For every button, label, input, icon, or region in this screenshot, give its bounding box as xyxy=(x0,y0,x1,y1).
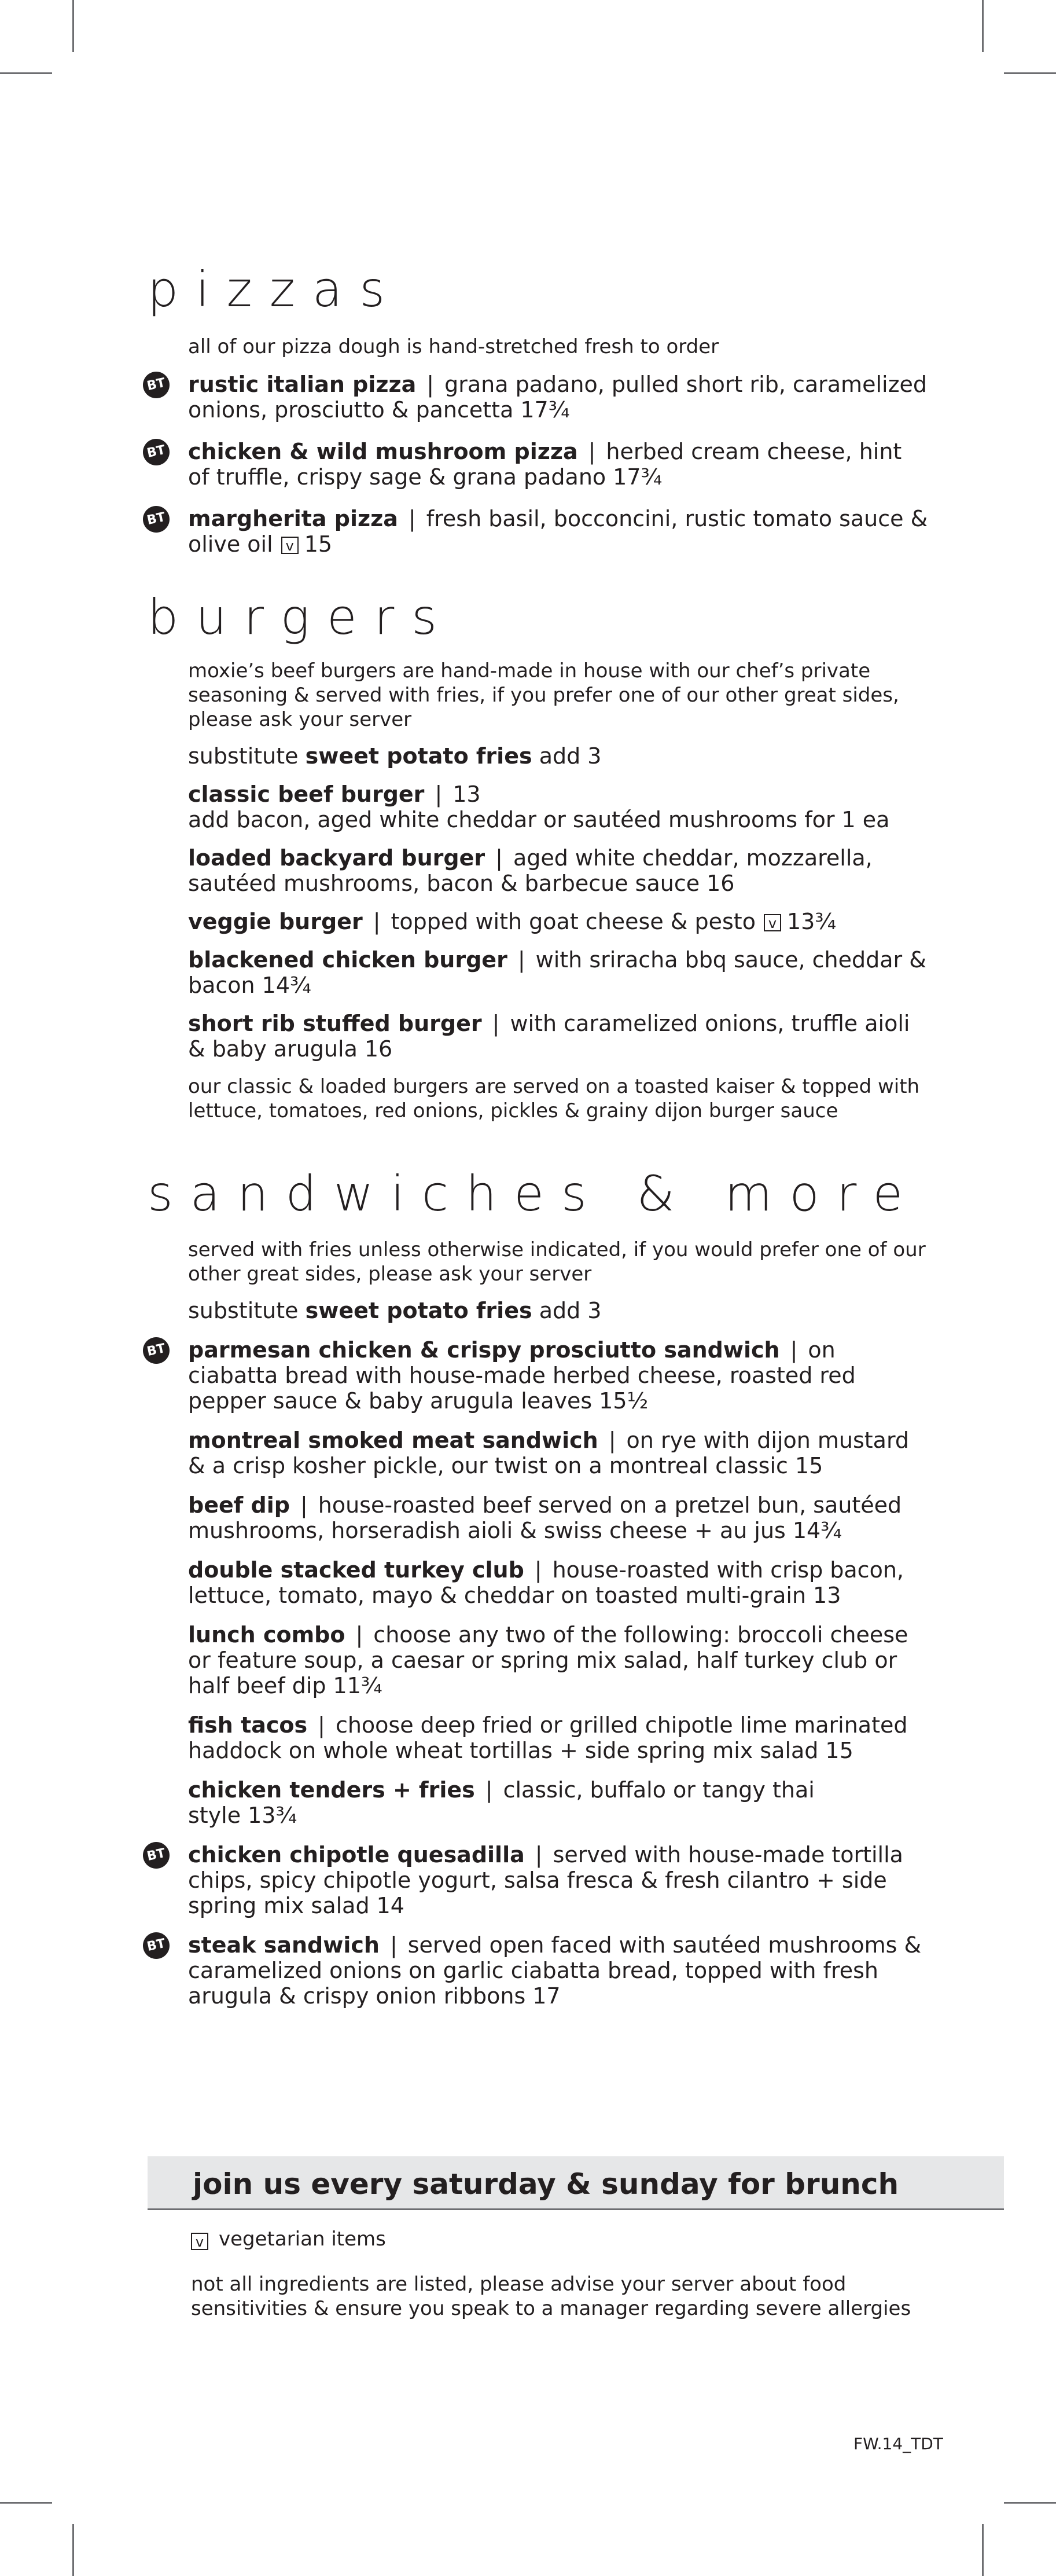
item-price: 15 xyxy=(794,1453,823,1478)
section-heading-sandwiches: sandwiches & more xyxy=(148,1165,921,1222)
bt-badge-icon: BT xyxy=(141,504,172,535)
item-price: 13¾ xyxy=(786,909,837,934)
item-name: margherita pizza xyxy=(188,506,398,531)
menu-item: chicken tenders + fries | classic, buffalo or tangy thai style 13¾ xyxy=(188,1777,815,1828)
crop-mark xyxy=(1004,72,1056,74)
item-name: loaded backyard burger xyxy=(188,845,485,871)
vegetarian-legend xyxy=(191,2228,386,2251)
menu-item: BT chicken & wild mushroom pizza | herbed cream cheese, hint of truffle, crispy sage & grana padano 17¾ xyxy=(188,439,929,490)
menu-item: BT rustic italian pizza | grana padano, pulled short rib, caramelized onions, prosciutto & pancetta 17¾ xyxy=(188,372,929,423)
substitute-price: add 3 xyxy=(539,1298,602,1323)
menu-item: short rib stuffed burger | with caramelized onions, truffle aioli & baby arugula 16 xyxy=(188,1011,910,1062)
crop-mark xyxy=(0,72,52,74)
burgers-section xyxy=(148,588,926,1123)
bt-badge-icon: BT xyxy=(141,369,172,401)
item-description: grana padano, pulled short rib, caramelized onions, prosciutto & pancetta xyxy=(188,372,928,423)
item-description: house-roasted with crisp bacon, lettuce, tomato, mayo & cheddar on toasted multi-grain xyxy=(188,1557,904,1608)
item-description: served with house-made tortilla chips, spicy chipotle yogurt, salsa fresca & fresh cilantro + side spring mix salad xyxy=(188,1842,903,1918)
item-price: 17¾ xyxy=(520,397,570,423)
item-description: with sriracha bbq sauce, cheddar & bacon xyxy=(188,947,926,998)
document-code: FW.14_TDT xyxy=(853,2434,943,2453)
bt-badge-icon: BT xyxy=(141,1930,172,1962)
item-name: rustic italian pizza xyxy=(188,372,417,397)
item-name: beef dip xyxy=(188,1492,290,1518)
item-name: chicken tenders + fries xyxy=(188,1777,475,1803)
crop-mark xyxy=(72,0,74,52)
substitute-item: sweet potato fries xyxy=(305,743,532,769)
substitute-line xyxy=(188,1298,929,1323)
substitute-line xyxy=(188,743,929,769)
item-price: 14 xyxy=(376,1893,404,1918)
item-price: 13¾ xyxy=(248,1803,297,1828)
crop-mark xyxy=(0,2502,52,2504)
item-name: parmesan chicken & crispy prosciutto sandwich xyxy=(188,1337,780,1363)
item-description: choose deep fried or grilled chipotle lime marinated haddock on whole wheat tortillas + side spring mix salad xyxy=(188,1712,908,1763)
bt-badge-icon: BT xyxy=(141,1335,172,1367)
item-description: herbed cream cheese, hint of truffle, crispy sage & grana padano xyxy=(188,439,902,490)
menu-item: fish tacos | choose deep fried or grilled chipotle lime marinated haddock on whole wheat tortillas + side spring mix salad 15 xyxy=(188,1712,908,1763)
menu-item: loaded backyard burger | aged white cheddar, mozzarella, sautéed mushrooms, bacon & barbecue sauce 16 xyxy=(188,845,873,896)
pizzas-section xyxy=(145,260,928,557)
brunch-banner xyxy=(148,2156,1004,2210)
substitute-prefix: substitute xyxy=(188,743,299,769)
item-description: aged white cheddar, mozzarella, sautéed mushrooms, bacon & barbecue sauce xyxy=(188,845,873,896)
item-description: served open faced with sautéed mushrooms & caramelized onions on garlic ciabatta bread, topped with fresh arugula & crispy onion ribbons xyxy=(188,1932,922,2009)
item-price: 13 xyxy=(452,781,481,807)
section-heading-pizzas: pizzas xyxy=(148,261,403,318)
crop-mark xyxy=(982,2524,984,2576)
item-name: double stacked turkey club xyxy=(188,1557,524,1583)
substitute-prefix: substitute xyxy=(188,1298,299,1323)
pizzas-note: all of our pizza dough is hand-stretched fresh to order xyxy=(188,335,719,358)
allergy-note: not all ingredients are listed, please advise your server about food sensitivities & ensure you speak to a manager regarding severe allergies xyxy=(191,2273,911,2320)
menu-item: double stacked turkey club | house-roasted with crisp bacon, lettuce, tomato, mayo & cheddar on toasted multi-grain 13 xyxy=(188,1557,904,1608)
vegetarian-icon: v xyxy=(764,914,781,931)
substitute-item: sweet potato fries xyxy=(305,1298,532,1323)
item-name: chicken & wild mushroom pizza xyxy=(188,439,578,464)
item-price: 17¾ xyxy=(613,464,663,490)
substitute-price: add 3 xyxy=(539,743,602,769)
bt-badge-icon: BT xyxy=(141,1840,172,1872)
menu-item: veggie burger | topped with goat cheese & pesto v 13¾ xyxy=(188,909,837,934)
brunch-banner-text: join us every saturday & sunday for brunch xyxy=(193,2167,899,2201)
item-description: add bacon, aged white cheddar or sautéed mushrooms for 1 ea xyxy=(188,807,890,832)
menu-item: BT steak sandwich | served open faced with sautéed mushrooms & caramelized onions on garlic ciabatta bread, topped with fresh arugula & crispy onion ribbons 17 xyxy=(188,1932,929,2009)
item-price: 14¾ xyxy=(262,973,311,998)
section-heading-burgers: burgers xyxy=(148,589,455,645)
item-name: chicken chipotle quesadilla xyxy=(188,1842,525,1867)
sandwiches-section xyxy=(145,1165,926,2009)
item-name: montreal smoked meat sandwich xyxy=(188,1428,598,1453)
item-name: short rib stuffed burger xyxy=(188,1011,482,1036)
crop-mark xyxy=(72,2524,74,2576)
vegetarian-legend-label: vegetarian items xyxy=(219,2228,386,2251)
menu-item: BT margherita pizza | fresh basil, bocconcini, rustic tomato sauce & olive oil v 15 xyxy=(188,506,929,557)
menu-item: blackened chicken burger | with sriracha bbq sauce, cheddar & bacon 14¾ xyxy=(188,947,926,998)
menu-item: BT parmesan chicken & crispy prosciutto sandwich | on ciabatta bread with house-made herbed cheese, roasted red pepper sauce & baby arugula leaves 15½ xyxy=(188,1337,929,1414)
item-description: with caramelized onions, truffle aioli & baby arugula xyxy=(188,1011,910,1062)
item-price: 15½ xyxy=(599,1388,649,1414)
vegetarian-icon: v xyxy=(281,537,299,554)
menu-item: beef dip | house-roasted beef served on a pretzel bun, sautéed mushrooms, horseradish aioli & swiss cheese + au jus 14¾ xyxy=(188,1492,902,1543)
item-description: on ciabatta bread with house-made herbed cheese, roasted red pepper sauce & baby arugula leaves xyxy=(188,1337,856,1414)
item-price: 11¾ xyxy=(333,1673,382,1698)
menu-item: lunch combo | choose any two of the following: broccoli cheese or feature soup, a caesar or spring mix salad, half turkey club or half beef dip 11¾ xyxy=(188,1622,908,1698)
bt-badge-icon: BT xyxy=(141,436,172,468)
crop-mark xyxy=(982,0,984,52)
menu-item: BT chicken chipotle quesadilla | served with house-made tortilla chips, spicy chipotle yogurt, salsa fresca & fresh cilantro + side spring mix salad 14 xyxy=(188,1842,929,1918)
menu-item: classic beef burger | 13 add bacon, aged white cheddar or sautéed mushrooms for 1 ea xyxy=(188,781,890,832)
item-price: 17 xyxy=(532,1983,561,2009)
item-price: 15 xyxy=(825,1738,853,1763)
item-price: 13 xyxy=(813,1583,841,1608)
crop-mark xyxy=(1004,2502,1056,2504)
sandwiches-note: served with fries unless otherwise indicated, if you would prefer one of our other great sides, please ask your server xyxy=(188,1238,926,1286)
item-description: topped with goat cheese & pesto xyxy=(391,909,756,934)
burgers-note: moxie’s beef burgers are hand-made in house with our chef’s private seasoning & served with fries, if you prefer one of our other great sides, please ask your server xyxy=(188,659,899,731)
item-name: veggie burger xyxy=(188,909,363,934)
item-description: house-roasted beef served on a pretzel bun, sautéed mushrooms, horseradish aioli & swiss cheese + au jus xyxy=(188,1492,902,1543)
item-name: steak sandwich xyxy=(188,1932,380,1958)
item-description: choose any two of the following: broccoli cheese or feature soup, a caesar or spring mix salad, half turkey club or half beef dip xyxy=(188,1622,908,1698)
item-price: 16 xyxy=(707,871,735,896)
menu-item: montreal smoked meat sandwich | on rye with dijon mustard & a crisp kosher pickle, our twist on a montreal classic 15 xyxy=(188,1428,910,1478)
item-price: 15 xyxy=(304,531,333,557)
item-name: fish tacos xyxy=(188,1712,308,1738)
item-description: fresh basil, bocconcini, rustic tomato sauce & olive oil xyxy=(188,506,928,557)
item-name: lunch combo xyxy=(188,1622,345,1647)
item-description: on rye with dijon mustard & a crisp kosher pickle, our twist on a montreal classic xyxy=(188,1428,910,1478)
item-price: 14¾ xyxy=(792,1518,842,1543)
burgers-footer-note: our classic & loaded burgers are served on a toasted kaiser & topped with lettuce, tomatoes, red onions, pickles & grainy dijon burger sauce xyxy=(188,1075,920,1122)
item-name: classic beef burger xyxy=(188,781,425,807)
item-name: blackened chicken burger xyxy=(188,947,507,973)
item-price: 16 xyxy=(364,1036,393,1062)
item-description: classic, buffalo or tangy thai style xyxy=(188,1777,815,1828)
vegetarian-icon: v xyxy=(191,2233,208,2250)
